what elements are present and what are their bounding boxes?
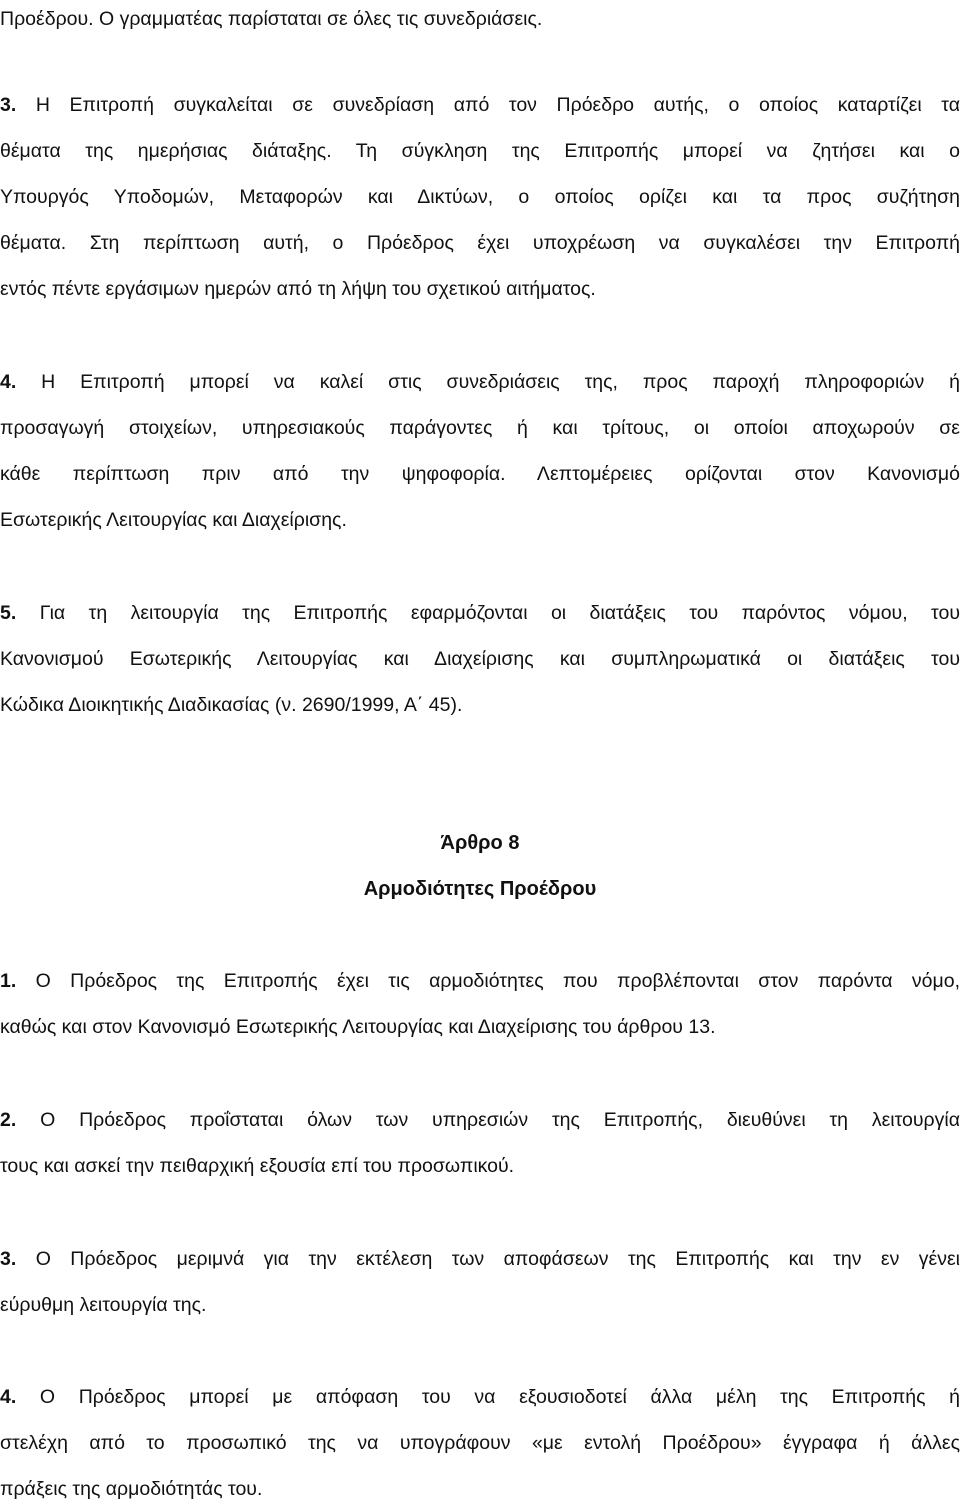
art3-number: 3. <box>0 1248 17 1270</box>
article-subtitle: Αρμοδιότητες Προέδρου <box>363 878 597 900</box>
art1-line-1: 1. Ο Πρόεδρος της Επιτροπής έχει τις αρμοδιότητες που προβλέπονται στον παρόντα νόμο, <box>0 970 960 992</box>
art4-number: 4. <box>0 1386 17 1408</box>
art3-line-2: εύρυθμη λειτουργία της. <box>0 1294 207 1316</box>
para3-line-1: 3. Η Επιτροπή συγκαλείται σε συνεδρίαση από τον Πρόεδρο αυτής, ο οποίος καταρτίζει τα <box>0 94 960 116</box>
para4-number: 4. <box>0 371 17 393</box>
para5-number: 5. <box>0 602 17 624</box>
art1-number: 1. <box>0 970 17 992</box>
para4-line-3: κάθε περίπτωση πριν από την ψηφοφορία. Λεπτομέρειες ορίζονται στον Κανονισμό <box>0 463 960 485</box>
art4-line-2: στελέχη από το προσωπικό της να υπογράφουν «με εντολή Προέδρου» έγγραφα ή άλλες <box>0 1432 960 1454</box>
art2-line-2: τους και ασκεί την πειθαρχική εξουσία επί του προσωπικού. <box>0 1155 515 1177</box>
para5-line-1: 5. Για τη λειτουργία της Επιτροπής εφαρμόζονται οι διατάξεις του παρόντος νόμου, του <box>0 602 960 624</box>
para3-line-4: θέματα. Στη περίπτωση αυτή, ο Πρόεδρος έχει υποχρέωση να συγκαλέσει την Επιτροπή <box>0 232 960 254</box>
art4-line-1: 4. Ο Πρόεδρος μπορεί με απόφαση του να εξουσιοδοτεί άλλα μέλη της Επιτροπής ή <box>0 1386 960 1408</box>
article-title: Άρθρο 8 <box>440 832 520 854</box>
para5-line-3: Κώδικα Διοικητικής Διαδικασίας (ν. 2690/1999, Α΄ 45). <box>0 694 463 716</box>
para3-number: 3. <box>0 94 17 116</box>
para3-line-3: Υπουργός Υποδομών, Μεταφορών και Δικτύων, ο οποίος ορίζει και τα προς συζήτηση <box>0 186 960 208</box>
art3-line-1: 3. Ο Πρόεδρος μεριμνά για την εκτέλεση των αποφάσεων της Επιτροπής και την εν γένει <box>0 1248 960 1270</box>
art1-line-2: καθώς και στον Κανονισμό Εσωτερικής Λειτουργίας και Διαχείρισης του άρθρου 13. <box>0 1016 716 1038</box>
art4-line-3: πράξεις της αρμοδιότητάς του. <box>0 1478 263 1500</box>
para5-line-2: Κανονισμού Εσωτερικής Λειτουργίας και Διαχείρισης και συμπληρωματικά οι διατάξεις του <box>0 648 960 670</box>
para3-line-2: θέματα της ημερήσιας διάταξης. Τη σύγκληση της Επιτροπής μπορεί να ζητήσει και ο <box>0 140 960 162</box>
para3-line-5: εντός πέντε εργάσιμων ημερών από τη λήψη του σχετικού αιτήματος. <box>0 278 596 300</box>
intro-line: Προέδρου. Ο γραμματέας παρίσταται σε όλες τις συνεδριάσεις. <box>0 8 543 30</box>
art2-number: 2. <box>0 1109 17 1131</box>
para4-line-1: 4. Η Επιτροπή μπορεί να καλεί στις συνεδριάσεις της, προς παροχή πληροφοριών ή <box>0 371 960 393</box>
art2-line-1: 2. Ο Πρόεδρος προΐσταται όλων των υπηρεσιών της Επιτροπής, διευθύνει τη λειτουργία <box>0 1109 960 1131</box>
para4-line-2: προσαγωγή στοιχείων, υπηρεσιακούς παράγοντες ή και τρίτους, οι οποίοι αποχωρούν σε <box>0 417 960 439</box>
para4-line-4: Εσωτερικής Λειτουργίας και Διαχείρισης. <box>0 509 347 531</box>
